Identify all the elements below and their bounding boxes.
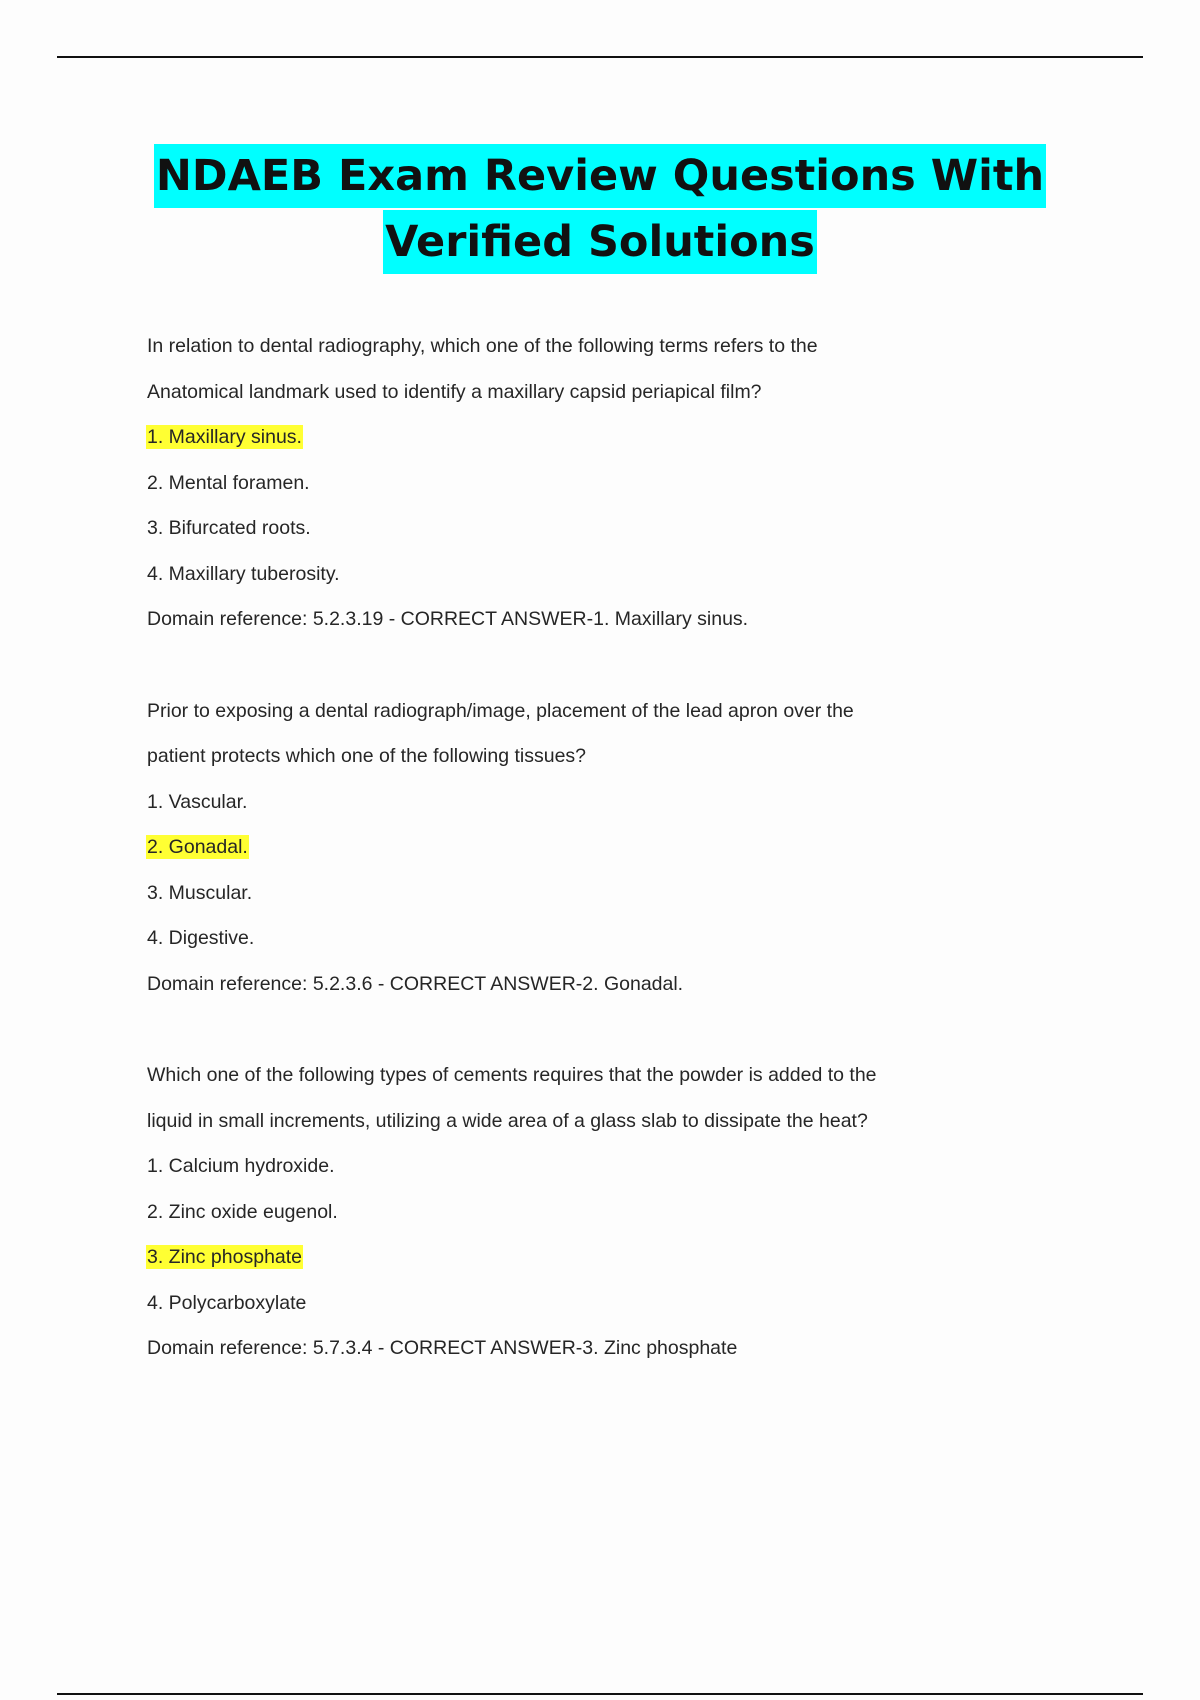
title-line-2: Verified Solutions: [383, 210, 817, 274]
answer-option-correct: 3. Zinc phosphate: [147, 1246, 303, 1268]
document-title: [0, 144, 1200, 274]
question-stem-line: Anatomical landmark used to identify a maxillary capsid periapical film?: [147, 380, 762, 403]
answer-option: 1. Calcium hydroxide.: [147, 1155, 335, 1177]
question-stem-line: patient protects which one of the following tissues?: [147, 745, 587, 767]
answer-option: 2. Mental foramen.: [147, 471, 310, 494]
answer-option: 1. Vascular.: [147, 790, 248, 813]
answer-option-correct: 2. Gonadal.: [147, 836, 248, 858]
questions-list: [146, 334, 1066, 1428]
top-rule: [57, 56, 1143, 58]
question-3: [146, 1063, 1066, 1382]
question-stem-line: Prior to exposing a dental radiograph/image, placement of the lead apron over the: [147, 699, 854, 722]
question-stem-line: In relation to dental radiography, which one of the following terms refers to the: [147, 335, 818, 357]
bottom-rule: [57, 1693, 1143, 1695]
question-stem-line: liquid in small increments, utilizing a wide area of a glass slab to dissipate the heat?: [147, 1109, 868, 1132]
domain-reference: Domain reference: 5.2.3.19 - CORRECT ANSWER-1. Maxillary sinus.: [147, 608, 749, 630]
question-1: [146, 334, 1066, 653]
domain-reference: Domain reference: 5.2.3.6 - CORRECT ANSWER-2. Gonadal.: [147, 972, 684, 995]
answer-option: 4. Digestive.: [147, 927, 255, 949]
answer-option: 4. Maxillary tuberosity.: [147, 562, 340, 585]
answer-option: 3. Muscular.: [147, 881, 253, 904]
answer-option: 2. Zinc oxide eugenol.: [147, 1200, 338, 1223]
domain-reference: Domain reference: 5.7.3.4 - CORRECT ANSWER-3. Zinc phosphate: [147, 1337, 738, 1359]
answer-option: 3. Bifurcated roots.: [147, 517, 311, 539]
title-line-1: NDAEB Exam Review Questions With: [154, 144, 1046, 208]
answer-option-correct: 1. Maxillary sinus.: [147, 426, 302, 448]
question-stem-line: Which one of the following types of cements requires that the powder is added to the: [147, 1064, 877, 1086]
answer-option: 4. Polycarboxylate: [147, 1291, 307, 1314]
question-2: [146, 699, 1066, 1018]
